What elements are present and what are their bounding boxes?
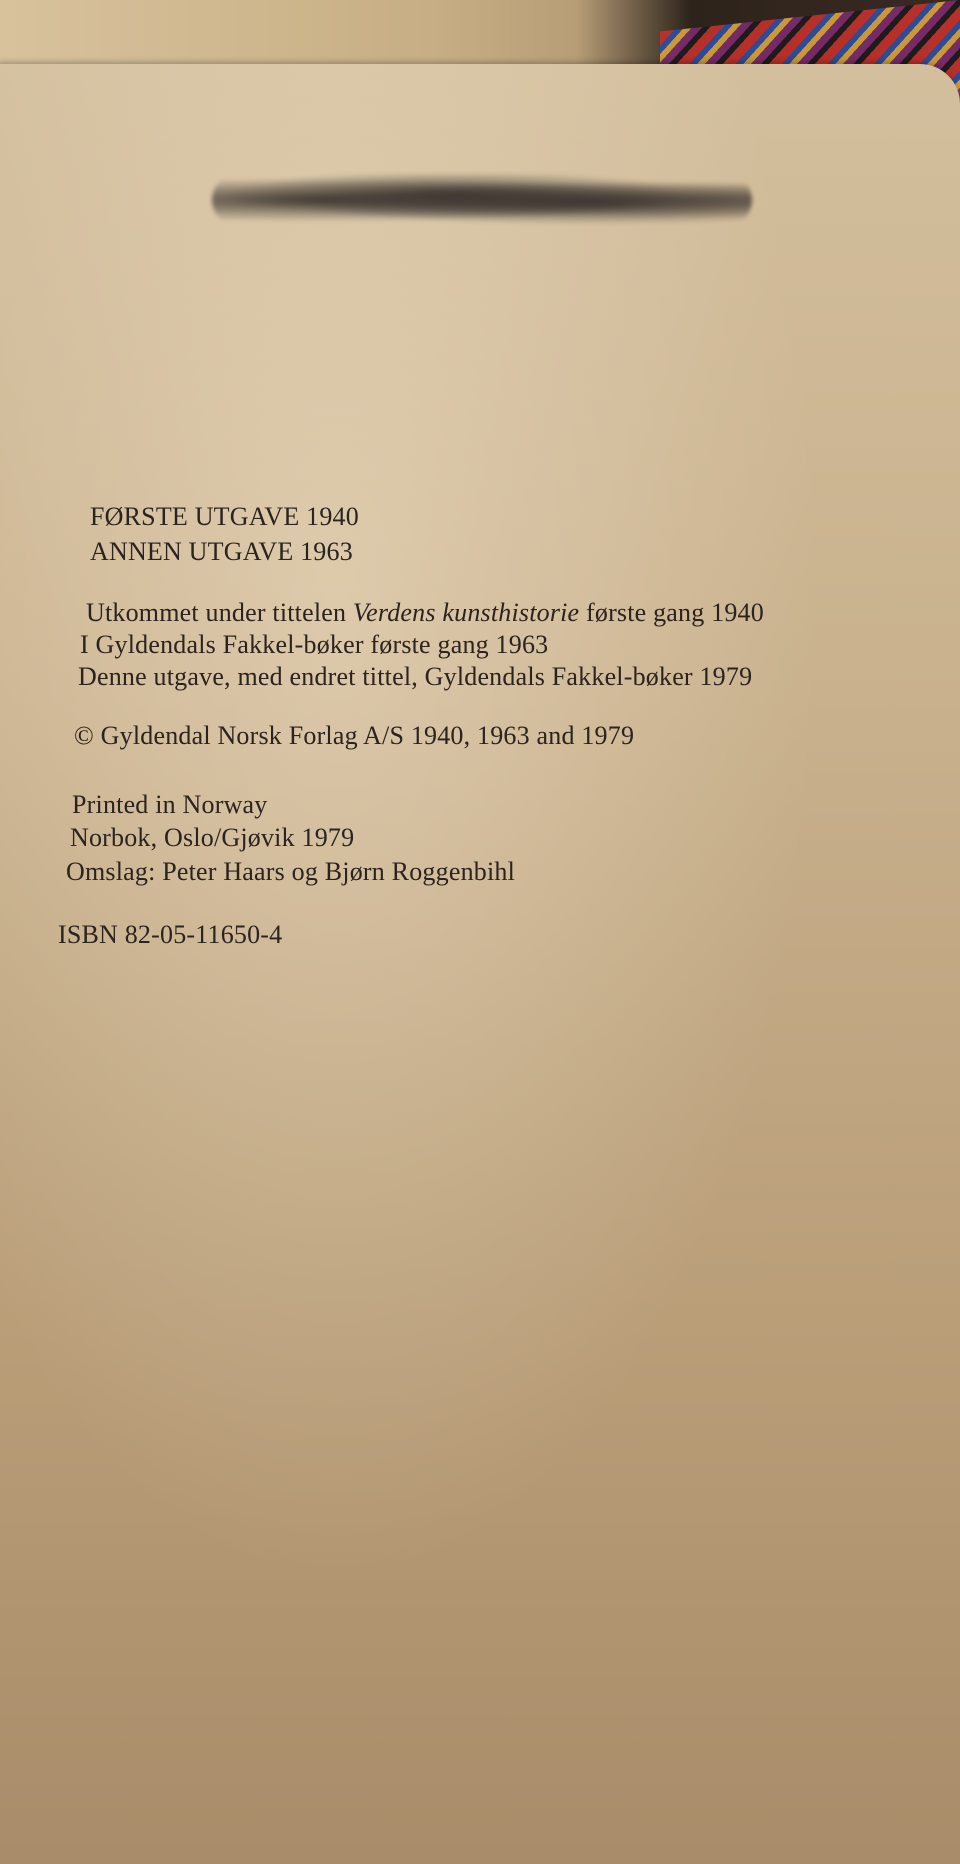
book-page xyxy=(0,64,960,1864)
cover-credit-line: Omslag: Peter Haars og Bjørn Roggenbihl xyxy=(66,857,516,886)
this-edition-line: Denne utgave, med endret tittel, Gyldendals Fakkel-bøker 1979 xyxy=(78,662,753,691)
original-title-prefix: Utkommet under tittelen xyxy=(86,598,353,627)
original-title: Verdens kunsthistorie xyxy=(352,598,580,627)
printer-line: Norbok, Oslo/Gjøvik 1979 xyxy=(70,823,355,852)
copyright-line: © Gyldendal Norsk Forlag A/S 1940, 1963 and 1979 xyxy=(74,721,635,750)
printed-in-line: Printed in Norway xyxy=(72,790,268,819)
redacted-signature xyxy=(212,174,752,226)
first-edition-line: FØRSTE UTGAVE 1940 xyxy=(90,502,359,531)
isbn-line: ISBN 82-05-11650-4 xyxy=(58,920,283,949)
second-edition-line: ANNEN UTGAVE 1963 xyxy=(90,537,353,566)
original-title-line xyxy=(86,600,764,626)
fakkel-first-line: I Gyldendals Fakkel-bøker første gang 1963 xyxy=(80,630,549,659)
original-title-suffix: første gang 1940 xyxy=(579,598,764,627)
